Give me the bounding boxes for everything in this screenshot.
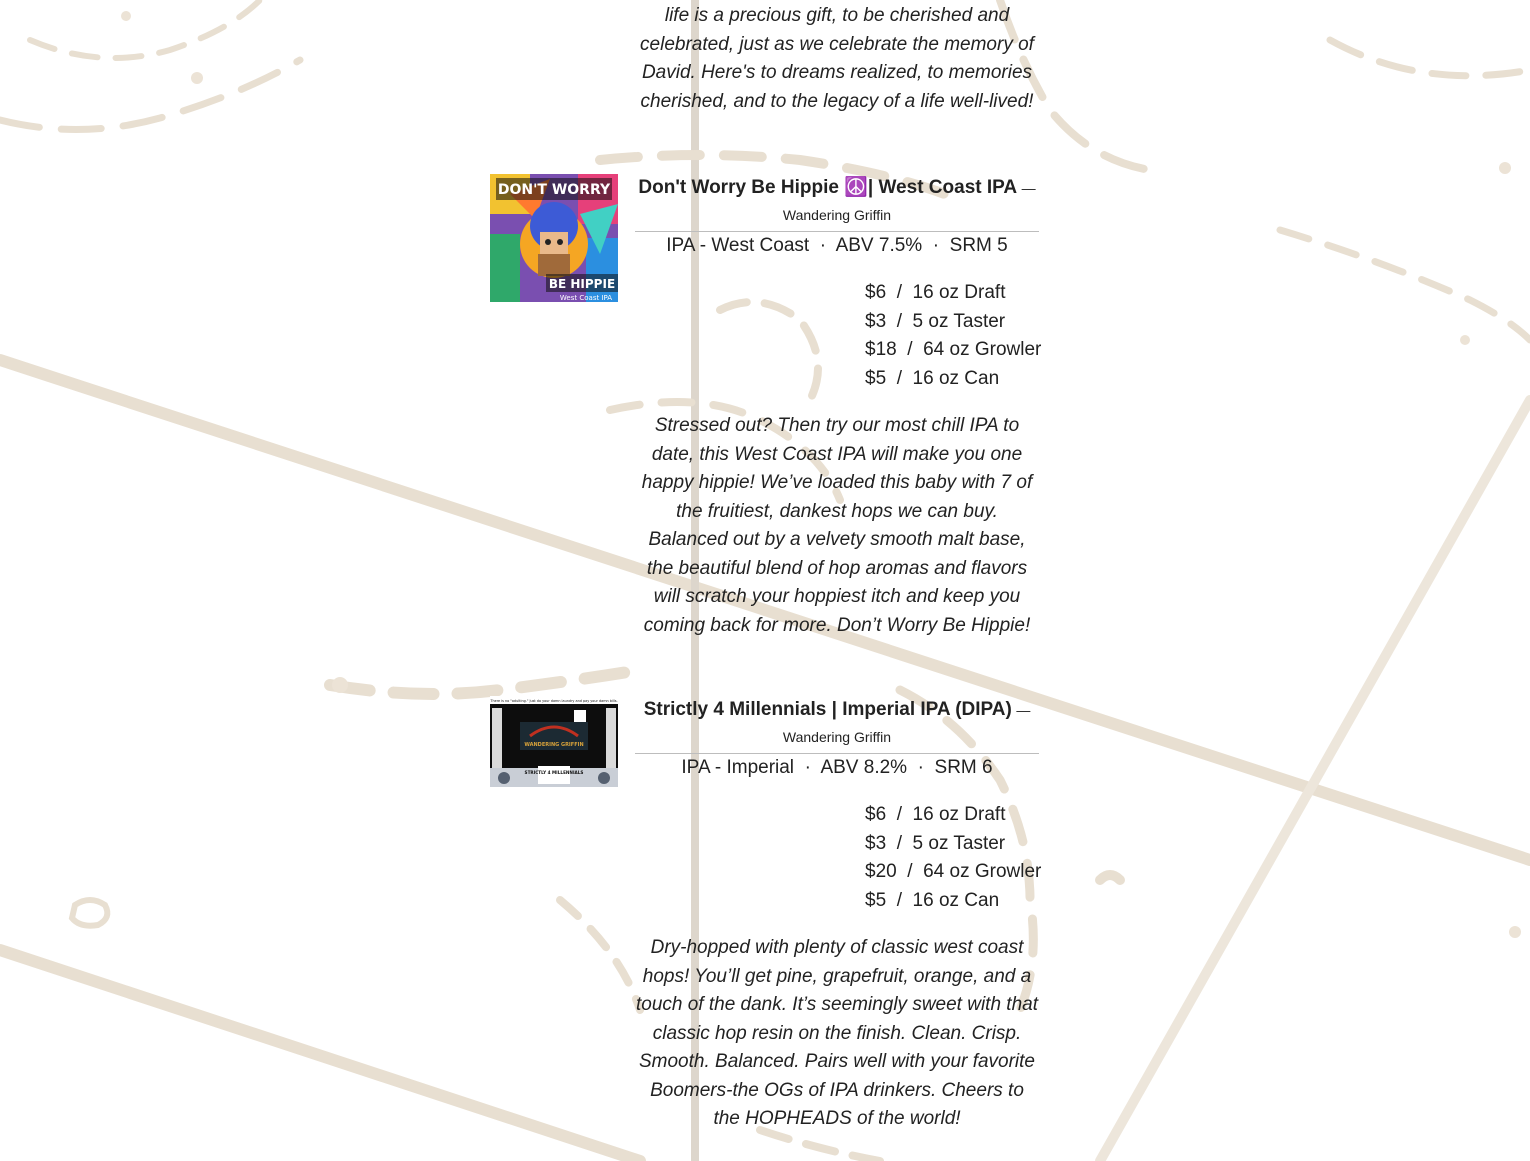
meta-separator: · [804,757,811,778]
price-row [865,336,1042,365]
beer-meta [635,754,1039,782]
serving-size: 16 oz Draft [912,282,1006,303]
price-value: $5 [865,889,887,911]
beer-abv: ABV 8.2% [820,757,908,778]
price-value: $20 [865,861,897,882]
beer-style: IPA - West Coast [666,235,810,256]
price-row [865,801,1039,830]
label-top-text: DON'T WORRY [497,182,611,198]
price-separator: / [896,889,902,911]
beer-name[interactable]: Don't Worry Be Hippie ☮️| West Coast IPA [638,177,1018,198]
beer-label-image[interactable] [490,696,618,787]
beer-info [635,696,1042,1134]
beer-title-block [635,696,1039,754]
price-list [865,801,1042,915]
price-row [865,887,1039,916]
millennials-label-art [490,696,618,787]
price-separator: / [896,804,902,825]
price-value: $6 [865,282,887,303]
beer-style: IPA - Imperial [681,757,795,778]
price-value: $5 [865,367,887,389]
beer-description: Dry-hopped with plenty of classic west coast hops! You’ll get pine, grapefruit, orange, and a touch of the dank. It’s seemingly sweet with that classic hop resin on the finish. Clean. Crisp. Smooth. Balanced. Pairs well with your favorite Boomers-the OGs of IPA drinkers. Cheers to the HOPHEADS of the world! [635,937,1039,1129]
price-row [865,830,1039,859]
beer-abv: ABV 7.5% [835,235,923,256]
serving-size: 16 oz Can [912,367,1000,389]
title-dash: — [1016,702,1031,718]
price-separator: / [896,310,902,332]
meta-separator: · [819,235,827,256]
brewery-name[interactable]: Wandering Griffin [782,729,892,745]
price-row [865,365,1039,394]
label-brand-text: WANDERING GRIFFIN [524,742,584,748]
meta-separator: · [932,235,940,256]
serving-size: 5 oz Taster [912,832,1006,854]
price-list [865,279,1042,393]
beer-srm: SRM 5 [949,235,1008,256]
meta-separator: · [917,757,924,778]
price-separator: / [896,367,902,389]
beer-description: Stressed out? Then try our most chill IPA to date, this West Coast IPA will make you one happy hippie! We’ve loaded this baby with 7 of the fruitiest, dankest hops we can buy. Balanced out by a velvety smooth malt base, the beautiful blend of hop aromas and flavors will scratch your hoppiest itch and keep you coming back for more. Don’t Worry Be Hippie! [641,415,1033,636]
price-separator: / [907,339,913,360]
beer-title-block [635,174,1039,232]
title-dash: — [1021,180,1036,196]
beer-label-image[interactable] [490,174,618,302]
beer-info [635,174,1042,640]
serving-size: 16 oz Can [912,889,1000,911]
intro-description: life is a precious gift, to be cherished and celebrated, just as we celebrate the memory of David. Here's to dreams realized, to memories cherished, and to the legacy of a life well-lived! [640,5,1034,112]
serving-size: 16 oz Draft [912,804,1006,825]
price-value: $3 [865,832,887,854]
serving-size: 64 oz Growler [923,339,1042,360]
price-separator: / [896,832,902,854]
price-separator: / [896,282,902,303]
beer-srm: SRM 6 [934,757,993,778]
label-bottom-text: BE HIPPIE [548,277,616,291]
serving-size: 64 oz Growler [923,861,1042,882]
price-value: $18 [865,339,897,360]
brewery-name[interactable]: Wandering Griffin [782,207,892,223]
serving-size: 5 oz Taster [912,310,1006,332]
price-row [865,308,1039,337]
price-separator: / [907,861,913,882]
price-value: $6 [865,804,887,825]
price-row [865,279,1039,308]
price-value: $3 [865,310,887,332]
label-top-text: There is no "adulting." Just do your damn laundry and pay your damn bills. [490,699,618,703]
price-row [865,858,1042,887]
label-sub-text: West Coast IPA [559,294,613,302]
beer-name[interactable]: Strictly 4 Millennials | Imperial IPA (DIPA) [643,699,1012,720]
label-title-text: STRICTLY 4 MILLENNIALS [524,770,584,775]
beer-meta [635,232,1039,260]
hippie-label-art [490,174,618,302]
